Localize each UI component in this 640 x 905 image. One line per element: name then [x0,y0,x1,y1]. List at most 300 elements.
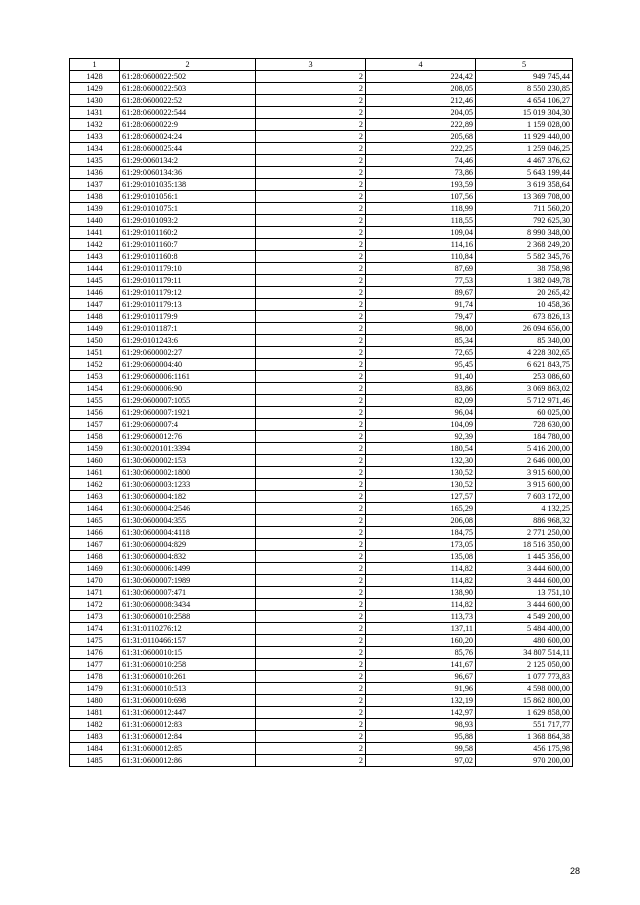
table-cell: 61:30:0600004:2546 [120,503,256,515]
table-cell: 118,55 [366,215,476,227]
table-cell: 113,73 [366,611,476,623]
table-cell: 2 [256,695,366,707]
table-row [70,131,573,143]
table-cell: 1 368 864,38 [476,731,573,743]
table-cell: 2 [256,635,366,647]
table-cell: 61:29:0101093:2 [120,215,256,227]
table-cell: 61:31:0600010:258 [120,659,256,671]
table-row [70,707,573,719]
table-cell: 1466 [70,527,120,539]
table-cell: 91,40 [366,371,476,383]
table-cell: 3 915 600,00 [476,479,573,491]
table-cell: 107,56 [366,191,476,203]
table-cell: 1453 [70,371,120,383]
table-cell: 61:29:0101056:1 [120,191,256,203]
table-cell: 2 [256,743,366,755]
table-cell: 1468 [70,551,120,563]
table-cell: 61:30:0600004:829 [120,539,256,551]
table-row [70,167,573,179]
table-cell: 193,59 [366,179,476,191]
table-cell: 61:29:0600007:1921 [120,407,256,419]
table-row [70,515,573,527]
table-row [70,599,573,611]
table-cell: 2 [256,335,366,347]
table-cell: 2 [256,527,366,539]
table-cell: 18 516 350,00 [476,539,573,551]
table-cell: 73,86 [366,167,476,179]
table-cell: 1443 [70,251,120,263]
table-cell: 2 [256,467,366,479]
table-cell: 456 175,98 [476,743,573,755]
table-cell: 3 619 358,64 [476,179,573,191]
table-cell: 85,76 [366,647,476,659]
table-cell: 1472 [70,599,120,611]
table-cell: 60 025,00 [476,407,573,419]
table-cell: 87,69 [366,263,476,275]
table-cell: 97,02 [366,755,476,767]
table-cell: 2 368 249,20 [476,239,573,251]
table-cell: 1474 [70,623,120,635]
table-cell: 61:30:0600004:4118 [120,527,256,539]
table-cell: 13 369 708,00 [476,191,573,203]
table-cell: 61:29:0101160:7 [120,239,256,251]
table-row [70,311,573,323]
table-cell: 61:30:0600004:182 [120,491,256,503]
table-cell: 77,53 [366,275,476,287]
table-body [70,59,573,767]
table-cell: 2 [256,155,366,167]
table-cell: 1444 [70,263,120,275]
table-cell: 2 [256,167,366,179]
table-cell: 114,82 [366,575,476,587]
table-row [70,371,573,383]
table-cell: 61:30:0600008:3434 [120,599,256,611]
table-cell: 5 712 971,46 [476,395,573,407]
table-row [70,395,573,407]
table-cell: 1 077 773,83 [476,671,573,683]
table-cell: 3 444 600,00 [476,563,573,575]
table-cell: 2 [256,95,366,107]
table-cell: 2 [256,479,366,491]
table-cell: 184 780,00 [476,431,573,443]
table-cell: 1483 [70,731,120,743]
table-cell: 2 [256,371,366,383]
table-cell: 1462 [70,479,120,491]
table-cell: 205,68 [366,131,476,143]
table-cell: 1433 [70,131,120,143]
table-cell: 2 [256,299,366,311]
table-cell: 104,09 [366,419,476,431]
table-cell: 5 416 200,00 [476,443,573,455]
table-cell: 480 600,00 [476,635,573,647]
table-cell: 2 [256,515,366,527]
table-row [70,203,573,215]
table-cell: 85 340,00 [476,335,573,347]
table-cell: 2 [256,671,366,683]
table-cell: 2 [256,503,366,515]
table-cell: 673 826,13 [476,311,573,323]
table-cell: 222,89 [366,119,476,131]
table-cell: 1441 [70,227,120,239]
table-cell: 82,09 [366,395,476,407]
table-cell: 165,29 [366,503,476,515]
table-cell: 1436 [70,167,120,179]
header-cell: 3 [256,59,366,71]
table-cell: 61:31:0600012:85 [120,743,256,755]
table-row [70,119,573,131]
table-row [70,275,573,287]
table-row [70,95,573,107]
table-cell: 61:29:0101179:12 [120,287,256,299]
table-cell: 61:28:0600022:503 [120,83,256,95]
table-cell: 4 228 302,65 [476,347,573,359]
table-cell: 38 758,98 [476,263,573,275]
table-cell: 2 [256,491,366,503]
table-row [70,587,573,599]
table-cell: 61:29:0101075:1 [120,203,256,215]
table-cell: 96,67 [366,671,476,683]
table-cell: 160,20 [366,635,476,647]
table-cell: 1448 [70,311,120,323]
table-cell: 1454 [70,383,120,395]
table-cell: 2 [256,431,366,443]
table-cell: 5 643 199,44 [476,167,573,179]
table-cell: 1461 [70,467,120,479]
table-cell: 61:31:0600012:447 [120,707,256,719]
table-cell: 2 [256,575,366,587]
table-cell: 7 603 172,00 [476,491,573,503]
table-cell: 61:29:0600006:1161 [120,371,256,383]
table-cell: 89,67 [366,287,476,299]
table-row [70,155,573,167]
table-row [70,623,573,635]
table-cell: 61:31:0600012:83 [120,719,256,731]
table-row [70,635,573,647]
table-cell: 98,93 [366,719,476,731]
table-cell: 2 [256,599,366,611]
table-cell: 61:29:0600012:76 [120,431,256,443]
table-row [70,479,573,491]
table-cell: 1469 [70,563,120,575]
table-cell: 142,97 [366,707,476,719]
table-cell: 61:28:0600025:44 [120,143,256,155]
table-row [70,575,573,587]
table-cell: 91,74 [366,299,476,311]
table-cell: 91,96 [366,683,476,695]
table-cell: 1464 [70,503,120,515]
table-cell: 1 159 028,00 [476,119,573,131]
table-cell: 130,52 [366,467,476,479]
table-cell: 61:31:0600010:513 [120,683,256,695]
table-cell: 3 444 600,00 [476,599,573,611]
table-cell: 2 [256,395,366,407]
table-cell: 2 [256,263,366,275]
table-cell: 2 [256,383,366,395]
table-row [70,719,573,731]
table-row [70,83,573,95]
table-cell: 4 598 000,00 [476,683,573,695]
table-cell: 2 [256,215,366,227]
table-row [70,731,573,743]
table-cell: 2 [256,203,366,215]
table-cell: 135,08 [366,551,476,563]
table-cell: 2 [256,407,366,419]
table-cell: 2 [256,227,366,239]
table-cell: 61:31:0110466:157 [120,635,256,647]
table-cell: 1480 [70,695,120,707]
table-cell: 15 019 304,30 [476,107,573,119]
table-row [70,359,573,371]
table-cell: 2 [256,251,366,263]
table-cell: 61:31:0600012:84 [120,731,256,743]
table-cell: 61:30:0600007:1989 [120,575,256,587]
table-cell: 72,65 [366,347,476,359]
table-cell: 1428 [70,71,120,83]
table-cell: 2 [256,647,366,659]
table-row [70,563,573,575]
table-cell: 1460 [70,455,120,467]
table-cell: 8 990 348,00 [476,227,573,239]
table-cell: 2 [256,455,366,467]
table-cell: 141,67 [366,659,476,671]
table-cell: 3 444 600,00 [476,575,573,587]
table-row [70,215,573,227]
table-row [70,239,573,251]
table-cell: 61:31:0600012:86 [120,755,256,767]
table-row [70,551,573,563]
table-cell: 92,39 [366,431,476,443]
table-cell: 1479 [70,683,120,695]
table-cell: 1471 [70,587,120,599]
table-cell: 180,54 [366,443,476,455]
table-row [70,659,573,671]
table-row [70,671,573,683]
table-cell: 1477 [70,659,120,671]
table-cell: 4 549 200,00 [476,611,573,623]
table-cell: 85,34 [366,335,476,347]
table-cell: 1446 [70,287,120,299]
table-cell: 206,08 [366,515,476,527]
table-cell: 61:29:0101179:11 [120,275,256,287]
table-row [70,683,573,695]
table-cell: 2 [256,707,366,719]
table-cell: 1482 [70,719,120,731]
table-row [70,179,573,191]
table-cell: 224,42 [366,71,476,83]
table-row [70,107,573,119]
table-cell: 61:30:0600002:1800 [120,467,256,479]
table-cell: 1450 [70,335,120,347]
table-cell: 95,45 [366,359,476,371]
table-row [70,431,573,443]
table-cell: 949 745,44 [476,71,573,83]
table-cell: 61:28:0600022:502 [120,71,256,83]
table-cell: 2 [256,443,366,455]
table-cell: 61:29:0101160:8 [120,251,256,263]
table-cell: 114,82 [366,563,476,575]
table-cell: 109,04 [366,227,476,239]
header-cell: 4 [366,59,476,71]
table-cell: 2 646 000,00 [476,455,573,467]
table-row [70,455,573,467]
table-cell: 2 125 050,00 [476,659,573,671]
table-cell: 1 382 049,78 [476,275,573,287]
table-cell: 208,05 [366,83,476,95]
table-row [70,299,573,311]
table-cell: 114,16 [366,239,476,251]
table-cell: 3 915 600,00 [476,467,573,479]
table-cell: 3 069 863,02 [476,383,573,395]
table-cell: 96,04 [366,407,476,419]
table-cell: 8 550 230,85 [476,83,573,95]
table-cell: 61:29:0101179:9 [120,311,256,323]
table-cell: 1 629 858,00 [476,707,573,719]
table-cell: 61:29:0101243:6 [120,335,256,347]
table-cell: 1463 [70,491,120,503]
table-cell: 138,90 [366,587,476,599]
table-cell: 1445 [70,275,120,287]
table-cell: 61:30:0600007:471 [120,587,256,599]
table-cell: 2 [256,239,366,251]
table-cell: 132,30 [366,455,476,467]
table-cell: 551 717,77 [476,719,573,731]
table-cell: 1458 [70,431,120,443]
table-cell: 1435 [70,155,120,167]
table-cell: 2 771 250,00 [476,527,573,539]
table-row [70,191,573,203]
table-cell: 6 621 843,75 [476,359,573,371]
table-cell: 1430 [70,95,120,107]
table-cell: 1459 [70,443,120,455]
table-cell: 61:29:0600007:1055 [120,395,256,407]
table-cell: 13 751,10 [476,587,573,599]
table-cell: 10 458,36 [476,299,573,311]
table-cell: 2 [256,683,366,695]
table-cell: 137,11 [366,623,476,635]
table-cell: 127,57 [366,491,476,503]
table-cell: 2 [256,731,366,743]
table-cell: 222,25 [366,143,476,155]
table-cell: 2 [256,83,366,95]
cadastral-table [69,58,573,767]
table-row [70,323,573,335]
table-cell: 95,88 [366,731,476,743]
table-row [70,251,573,263]
table-row [70,407,573,419]
table-cell: 5 484 400,00 [476,623,573,635]
table-row [70,491,573,503]
table-cell: 99,58 [366,743,476,755]
table-cell: 61:29:0101035:138 [120,179,256,191]
table-row [70,143,573,155]
table-cell: 61:29:0600006:90 [120,383,256,395]
table-cell: 1455 [70,395,120,407]
table-cell: 61:30:0600002:153 [120,455,256,467]
header-cell: 2 [120,59,256,71]
table-cell: 2 [256,719,366,731]
table-cell: 2 [256,119,366,131]
table-row [70,467,573,479]
table-cell: 1449 [70,323,120,335]
table-cell: 61:30:0600010:2588 [120,611,256,623]
table-cell: 1438 [70,191,120,203]
table-cell: 61:29:0060134:2 [120,155,256,167]
table-cell: 61:29:0101179:13 [120,299,256,311]
table-cell: 1432 [70,119,120,131]
table-cell: 1429 [70,83,120,95]
table-cell: 1457 [70,419,120,431]
table-cell: 61:31:0600010:15 [120,647,256,659]
table-cell: 1447 [70,299,120,311]
table-cell: 1485 [70,755,120,767]
table-cell: 61:29:0600002:27 [120,347,256,359]
table-cell: 83,86 [366,383,476,395]
table-cell: 34 807 514,11 [476,647,573,659]
table-cell: 79,47 [366,311,476,323]
table-cell: 204,05 [366,107,476,119]
table-cell: 2 [256,179,366,191]
table-cell: 61:29:0101187:1 [120,323,256,335]
table-cell: 114,82 [366,599,476,611]
table-cell: 61:29:0060134:36 [120,167,256,179]
table-row [70,695,573,707]
table-cell: 61:29:0101179:10 [120,263,256,275]
table-cell: 2 [256,71,366,83]
table-row [70,743,573,755]
table-row [70,347,573,359]
table-cell: 61:30:0600006:1499 [120,563,256,575]
table-cell: 61:31:0600010:698 [120,695,256,707]
table-cell: 5 582 345,76 [476,251,573,263]
table-cell: 2 [256,311,366,323]
table-cell: 1451 [70,347,120,359]
table-row [70,539,573,551]
table-cell: 110,84 [366,251,476,263]
table-cell: 11 929 440,00 [476,131,573,143]
table-cell: 130,52 [366,479,476,491]
table-cell: 1 259 046,25 [476,143,573,155]
table-cell: 61:31:0600010:261 [120,671,256,683]
table-cell: 4 654 106,27 [476,95,573,107]
table-cell: 1452 [70,359,120,371]
table-cell: 15 862 800,00 [476,695,573,707]
table-cell: 173,05 [366,539,476,551]
table-cell: 61:31:0110276:12 [120,623,256,635]
table-cell: 1478 [70,671,120,683]
table-cell: 4 467 376,62 [476,155,573,167]
page-number: 28 [570,866,581,876]
table-cell: 1 445 356,00 [476,551,573,563]
table-row [70,383,573,395]
table-cell: 2 [256,359,366,371]
table-cell: 1484 [70,743,120,755]
table-cell: 2 [256,539,366,551]
table-cell: 2 [256,275,366,287]
table-cell: 253 086,60 [476,371,573,383]
table-cell: 1470 [70,575,120,587]
table-cell: 61:30:0600003:1233 [120,479,256,491]
table-cell: 118,99 [366,203,476,215]
table-cell: 711 560,20 [476,203,573,215]
table-cell: 132,19 [366,695,476,707]
table-row [70,287,573,299]
table-cell: 2 [256,623,366,635]
table-row [70,419,573,431]
table-cell: 61:28:0600022:52 [120,95,256,107]
table-row [70,647,573,659]
table-cell: 2 [256,287,366,299]
table-cell: 2 [256,755,366,767]
